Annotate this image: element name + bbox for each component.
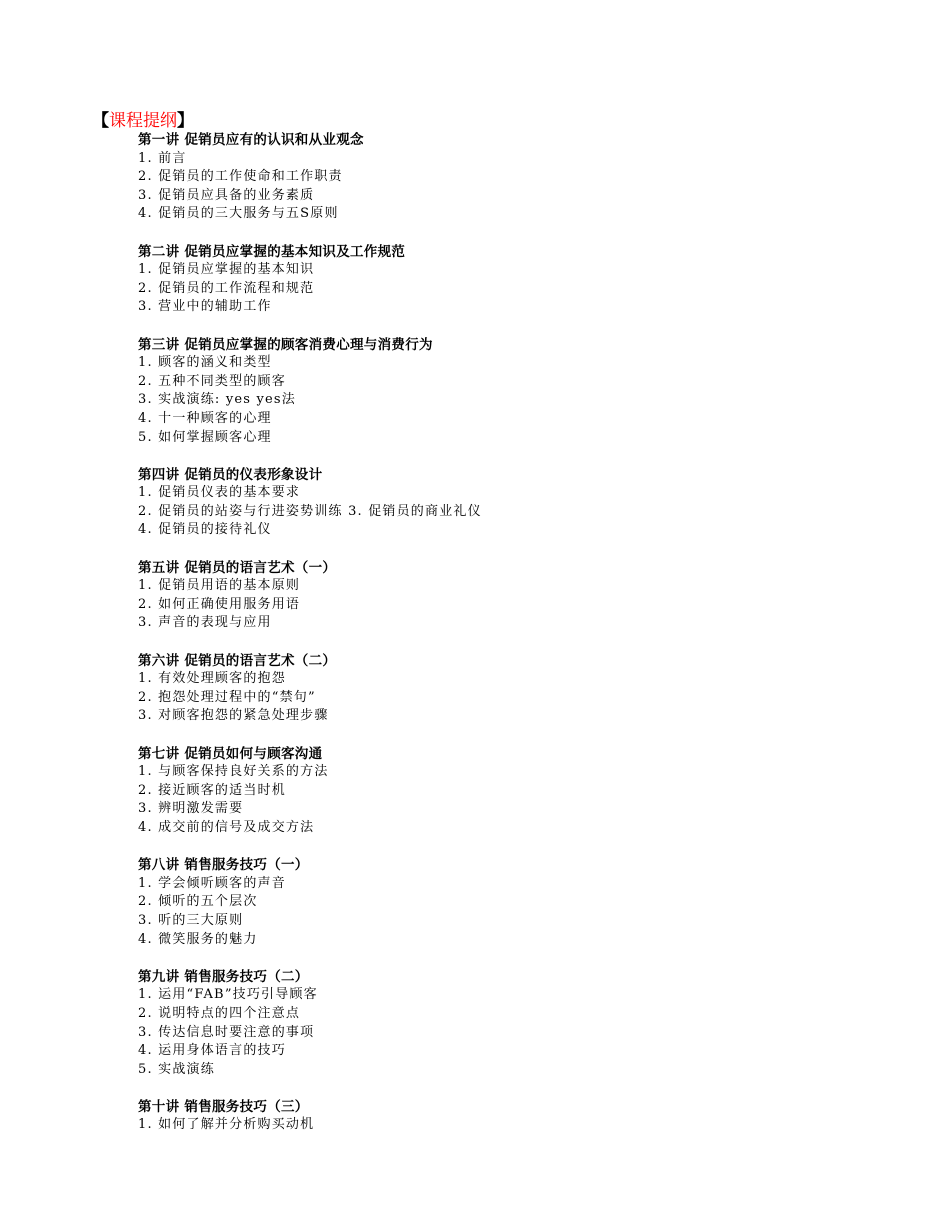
outline-item: 1. 与顾客保持良好关系的方法 (138, 764, 329, 780)
lecture-title: 第八讲 销售服务技巧（一） (138, 857, 309, 874)
lecture-section (138, 652, 918, 726)
outline-item: 3. 促销员应具备的业务素质 (138, 187, 315, 203)
lecture-title: 第六讲 促销员的语言艺术（二） (138, 652, 337, 669)
outline-item: 4. 成交前的信号及成交方法 (138, 819, 315, 835)
heading-bracket-open: 【 (92, 111, 109, 131)
outline-item: 4. 运用身体语言的技巧 (138, 1043, 286, 1059)
outline-item: 3. 辨明激发需要 (138, 801, 244, 817)
outline-title: 课程提纲 (109, 111, 177, 131)
lecture-section (138, 1098, 918, 1135)
outline-item: 2. 说明特点的四个注意点 (138, 1005, 301, 1021)
outline-heading (92, 111, 194, 131)
outline-item: 4. 促销员的三大服务与五S原则 (138, 206, 339, 222)
outline-item: 4. 微笑服务的魅力 (138, 931, 258, 947)
outline-item: 1. 有效处理顾客的抱怨 (138, 671, 286, 687)
outline-item: 1. 如何了解并分析购买动机 (138, 1117, 315, 1133)
heading-bracket-close: 】 (177, 111, 194, 131)
lecture-section (138, 559, 918, 633)
lecture-section (138, 131, 918, 224)
outline-item: 2. 如何正确使用服务用语 (138, 596, 301, 612)
lecture-title: 第三讲 促销员应掌握的顾客消费心理与消费行为 (138, 336, 433, 353)
outline-item: 3. 传达信息时要注意的事项 (138, 1024, 315, 1040)
outline-item: 3. 实战演练: yes yes法 (138, 392, 296, 408)
lecture-title: 第一讲 促销员应有的认识和从业观念 (138, 132, 364, 148)
lecture-title: 第二讲 促销员应掌握的基本知识及工作规范 (138, 243, 406, 260)
outline-item: 1. 学会倾听顾客的声音 (138, 875, 286, 891)
outline-item: 4. 十一种顾客的心理 (138, 410, 272, 426)
lecture-title: 第十讲 销售服务技巧（三） (138, 1098, 309, 1115)
lecture-section (138, 336, 918, 448)
lecture-section (138, 856, 918, 949)
lecture-title: 第五讲 促销员的语言艺术（一） (138, 559, 337, 576)
outline-item: 3. 对顾客抱怨的紧急处理步骤 (138, 708, 329, 724)
outline-item: 3. 听的三大原则 (138, 912, 244, 928)
lecture-section (138, 968, 918, 1080)
lecture-section (138, 466, 918, 540)
lecture-title: 第七讲 促销员如何与顾客沟通 (138, 745, 323, 762)
outline-item: 5. 实战演练 (138, 1061, 215, 1077)
outline-item: 3. 营业中的辅助工作 (138, 299, 272, 315)
outline-item: 1. 前言 (138, 150, 187, 166)
outline-item: 5. 如何掌握顾客心理 (138, 429, 272, 445)
course-outline (138, 131, 918, 1154)
lecture-section (138, 745, 918, 838)
outline-item: 2. 促销员的站姿与行进姿势训练 3. 促销员的商业礼仪 (138, 503, 482, 519)
outline-item: 1. 促销员用语的基本原则 (138, 578, 301, 594)
outline-item: 1. 促销员应掌握的基本知识 (138, 262, 315, 278)
outline-item: 1. 运用“FAB”技巧引导顾客 (138, 987, 318, 1003)
outline-item: 2. 五种不同类型的顾客 (138, 373, 286, 389)
lecture-title: 第九讲 销售服务技巧（二） (138, 968, 309, 985)
outline-item: 3. 声音的表现与应用 (138, 615, 272, 631)
outline-item: 2. 接近顾客的适当时机 (138, 782, 286, 798)
lecture-title: 第四讲 促销员的仪表形象设计 (138, 466, 323, 483)
outline-item: 2. 抱怨处理过程中的“禁句” (138, 689, 316, 705)
outline-item: 4. 促销员的接待礼仪 (138, 522, 272, 538)
outline-item: 1. 顾客的涵义和类型 (138, 355, 272, 371)
outline-item: 2. 倾听的五个层次 (138, 894, 258, 910)
outline-item: 2. 促销员的工作使命和工作职责 (138, 169, 343, 185)
outline-item: 1. 促销员仪表的基本要求 (138, 485, 301, 501)
lecture-section (138, 243, 918, 317)
outline-item: 2. 促销员的工作流程和规范 (138, 280, 315, 296)
